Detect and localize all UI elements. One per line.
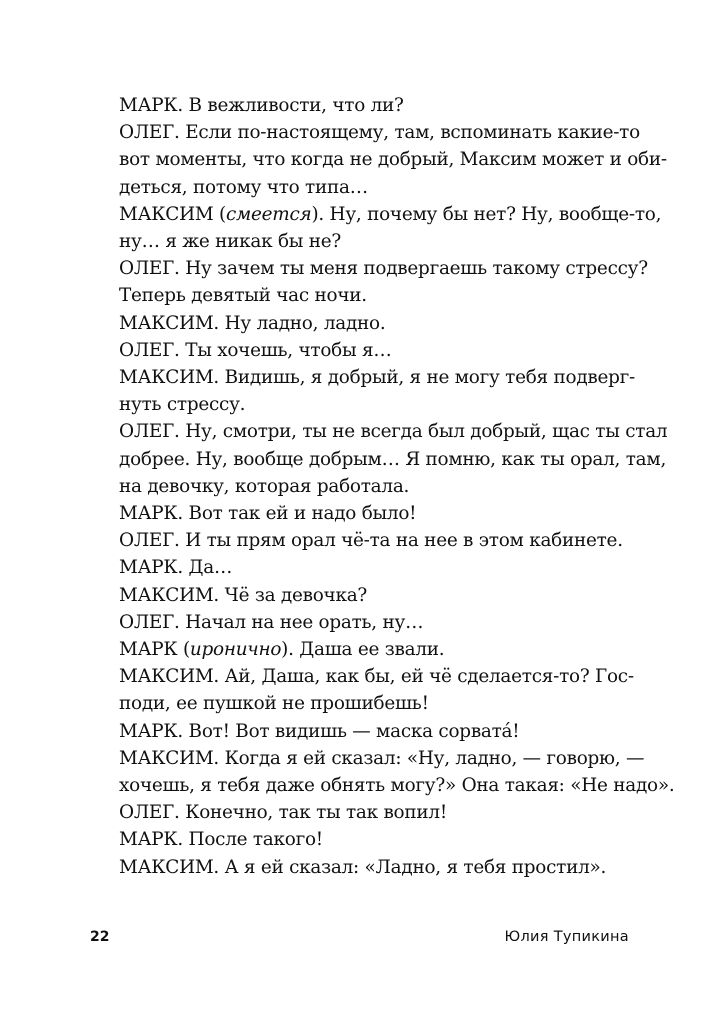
text-line — [119, 201, 662, 228]
text-line: нуть стрессу. — [119, 394, 246, 416]
text-line: на девочку, которая работала. — [119, 475, 410, 497]
page-number: 22 — [90, 929, 110, 945]
text-line: МАКСИМ. Чё за девочка? — [119, 584, 368, 606]
text-line: ОЛЕГ. Ну, смотри, ты не всегда был добрый, щас ты стал — [119, 421, 668, 443]
text-line: хочешь, я тебя даже обнять могу?» Она такая: «Не надо». — [119, 775, 675, 797]
text-line: ОЛЕГ. Ты хочешь, чтобы я… — [119, 339, 392, 361]
text-line: МАКСИМ. А я ей сказал: «Ладно, я тебя простил». — [119, 856, 607, 878]
text-line: МАРК. Вот! Вот видишь — маска сорвата́! — [119, 720, 520, 742]
stage-direction: смеется — [225, 203, 312, 225]
stage-direction: иронично — [189, 639, 282, 661]
text-line: МАРК. После такого! — [119, 829, 323, 851]
text-segment: ). Ну, почему бы нет? Ну, вообще-то, — [311, 203, 662, 225]
text-line: МАКСИМ. Видишь, я добрый, я не могу тебя подверг- — [119, 367, 636, 389]
author-name: Юлия Тупикина — [504, 929, 629, 945]
text-line: вот моменты, что когда не добрый, Максим может и оби- — [119, 149, 667, 171]
text-segment: МАРК ( — [119, 639, 190, 661]
text-line: поди, ее пушкой не прошибешь! — [119, 693, 429, 715]
text-line: Теперь девятый час ночи. — [119, 285, 367, 307]
text-line: МАКСИМ. Ну ладно, ладно. — [119, 312, 386, 334]
text-line: МАКСИМ. Когда я ей сказал: «Ну, ладно, — говорю, — — [119, 747, 645, 769]
text-line: ОЛЕГ. И ты прям орал чё-та на нее в этом кабинете. — [119, 530, 623, 552]
text-line: ОЛЕГ. Ну зачем ты меня подвергаешь такому стрессу? — [119, 258, 648, 280]
text-block — [119, 92, 675, 881]
text-line: МАРК. Вот так ей и надо было! — [119, 503, 417, 525]
text-line: деться, потому что типа… — [119, 176, 368, 198]
text-line: ОЛЕГ. Начал на нее орать, ну… — [119, 611, 424, 633]
text-line: ОЛЕГ. Если по-настоящему, там, вспоминать какие-то — [119, 122, 640, 144]
text-segment: МАКСИМ ( — [119, 203, 226, 225]
text-line: МАРК. Да… — [119, 557, 233, 579]
text-line: ну… я же никак бы не? — [119, 231, 342, 253]
text-line — [119, 636, 629, 663]
text-segment: ). Даша ее звали. — [281, 639, 445, 661]
text-line: МАКСИМ. Ай, Даша, как бы, ей чё сделается-то? Гос- — [119, 666, 634, 688]
text-line: добрее. Ну, вообще добрым… Я помню, как ты орал, там, — [119, 448, 667, 470]
page-footer — [90, 929, 629, 955]
text-line: ОЛЕГ. Конечно, так ты так вопил! — [119, 802, 447, 824]
text-line: МАРК. В вежливости, что ли? — [119, 95, 404, 116]
